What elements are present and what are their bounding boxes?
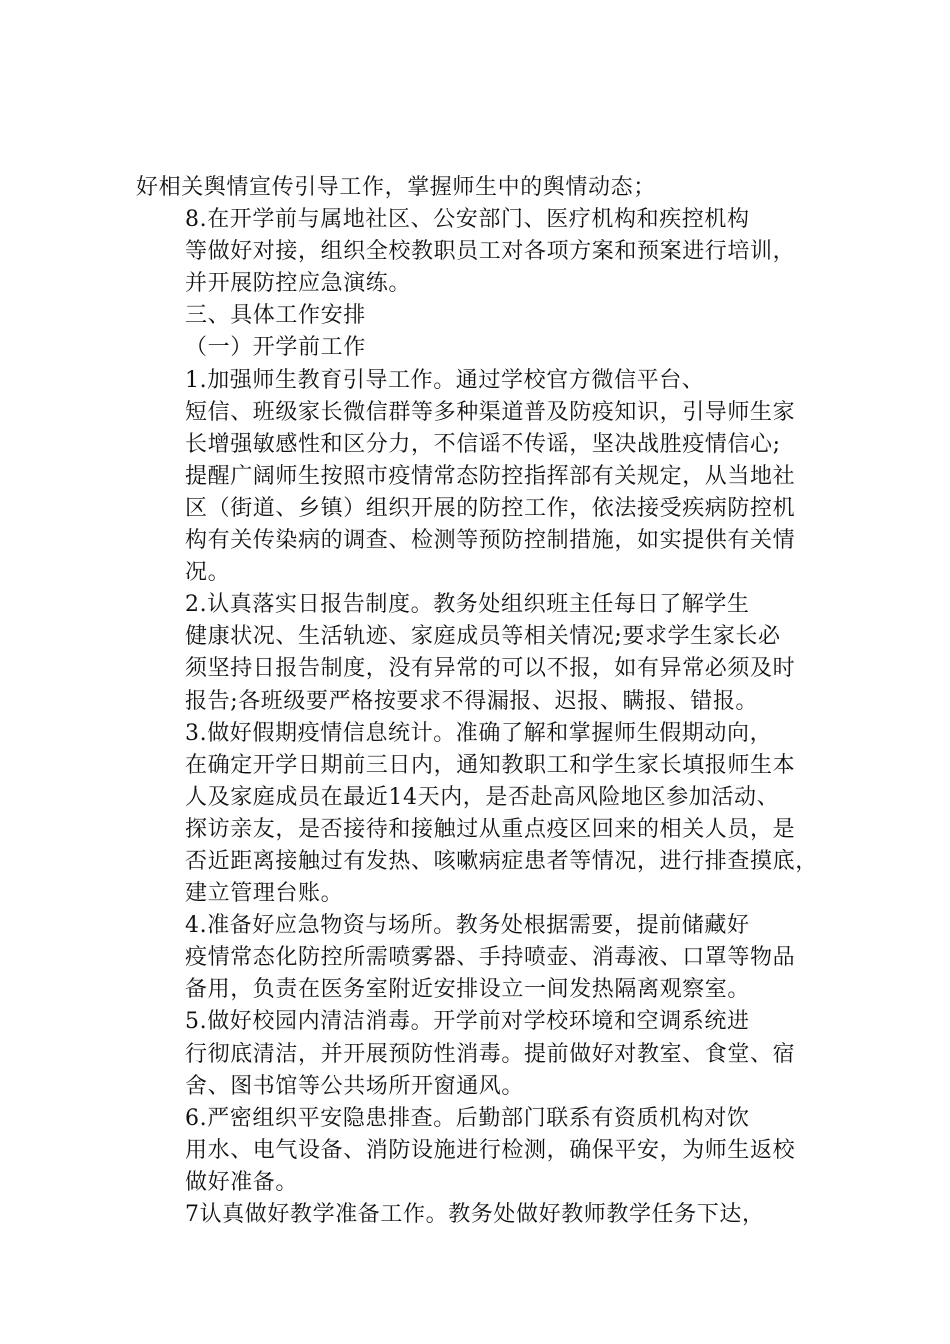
text-line: 否近距离接触过有发热、咳嗽病症患者等情况，进行排查摸底， — [185, 848, 818, 874]
text-line: 用水、电气设备、消防设施进行检测，确保平安，为师生返校 — [185, 1137, 796, 1163]
paragraph — [136, 172, 826, 204]
section-heading — [136, 332, 826, 364]
text-line: 6.严密组织平安隐患排查。后勤部门联系有资质机构对饮 — [185, 1105, 750, 1131]
text-line: 区（街道、乡镇）组织开展的防控工作，依法接受疾病防控机 — [185, 495, 796, 521]
text-line: 做好准备。 — [185, 1169, 299, 1195]
section-heading — [136, 300, 826, 332]
text-line: 等做好对接，组织全校教职员工对各项方案和预案进行培训， — [185, 239, 796, 265]
text-line: 7认真做好教学准备工作。教务处做好教师教学任务下达， — [185, 1202, 765, 1227]
text-line: 况。 — [185, 560, 231, 586]
text-line: 疫情常态化防控所需喷雾器、手持喷壶、消毒液、口罩等物品 — [185, 945, 796, 971]
text-line: 备用，负责在医务室附近安排设立一间发热隔离观察室。 — [185, 977, 751, 1003]
text-line: 1.加强师生教育引导工作。通过学校官方微信平台、 — [185, 367, 705, 393]
paragraph — [136, 910, 826, 1006]
paragraph — [136, 1006, 826, 1102]
text-line: 提醒广阔师生按照市疫情常态防控指挥部有关规定，从当地社 — [185, 463, 796, 489]
paragraph — [136, 204, 826, 300]
text-line: 短信、班级家长微信群等多种渠道普及防疫知识，引导师生家 — [185, 399, 796, 425]
text-line: 好相关舆情宣传引导工作，掌握师生中的舆情动态； — [136, 175, 656, 200]
text-line: 须坚持日报告制度，没有异常的可以不报，如有异常必须及时 — [185, 656, 796, 682]
text-line: 人及家庭成员在最近14天内，是否赴高风险地区参加活动、 — [185, 784, 780, 810]
paragraph — [136, 1103, 826, 1199]
paragraph — [136, 1199, 826, 1231]
text-line: 8.在开学前与属地社区、公安部门、医疗机构和疾控机构 — [185, 207, 750, 233]
paragraph — [136, 365, 826, 590]
text-line: 建立管理台账。 — [185, 881, 344, 907]
paragraph — [136, 718, 826, 911]
text-line: 2.认真落实日报告制度。教务处组织班主任每日了解学生 — [185, 592, 750, 618]
text-line: 长增强敏感性和区分力，不信谣不传谣，坚决战胜疫情信心; — [185, 431, 781, 457]
text-line: 构有关传染病的调查、检测等预防控制措施，如实提供有关情 — [185, 528, 796, 554]
text-line: （一）开学前工作 — [185, 335, 366, 361]
text-line: 三、具体工作安排 — [185, 303, 366, 329]
text-line: 3.做好假期疫情信息统计。准确了解和掌握师生假期动向， — [185, 720, 773, 746]
text-line: 5.做好校园内清洁消毒。开学前对学校环境和空调系统进 — [185, 1009, 750, 1035]
text-line: 并开展防控应急演练。 — [185, 271, 412, 297]
text-line: 4.准备好应急物资与场所。教务处根据需要，提前储藏好 — [185, 913, 750, 939]
text-line: 探访亲友，是否接待和接触过从重点疫区回来的相关人员，是 — [185, 816, 796, 842]
text-line: 行彻底清洁，并开展预防性消毒。提前做好对教室、食堂、宿 — [185, 1041, 796, 1067]
text-line: 健康状况、生活轨迹、家庭成员等相关情况;要求学生家长必 — [185, 624, 781, 650]
paragraph — [136, 589, 826, 717]
document-body — [136, 172, 826, 1231]
text-line: 舍、图书馆等公共场所开窗通风。 — [185, 1073, 525, 1099]
text-line: 报告;各班级要严格按要求不得漏报、迟报、瞒报、错报。 — [185, 688, 759, 714]
text-line: 在确定开学日期前三日内，通知教职工和学生家长填报师生本 — [185, 752, 796, 778]
